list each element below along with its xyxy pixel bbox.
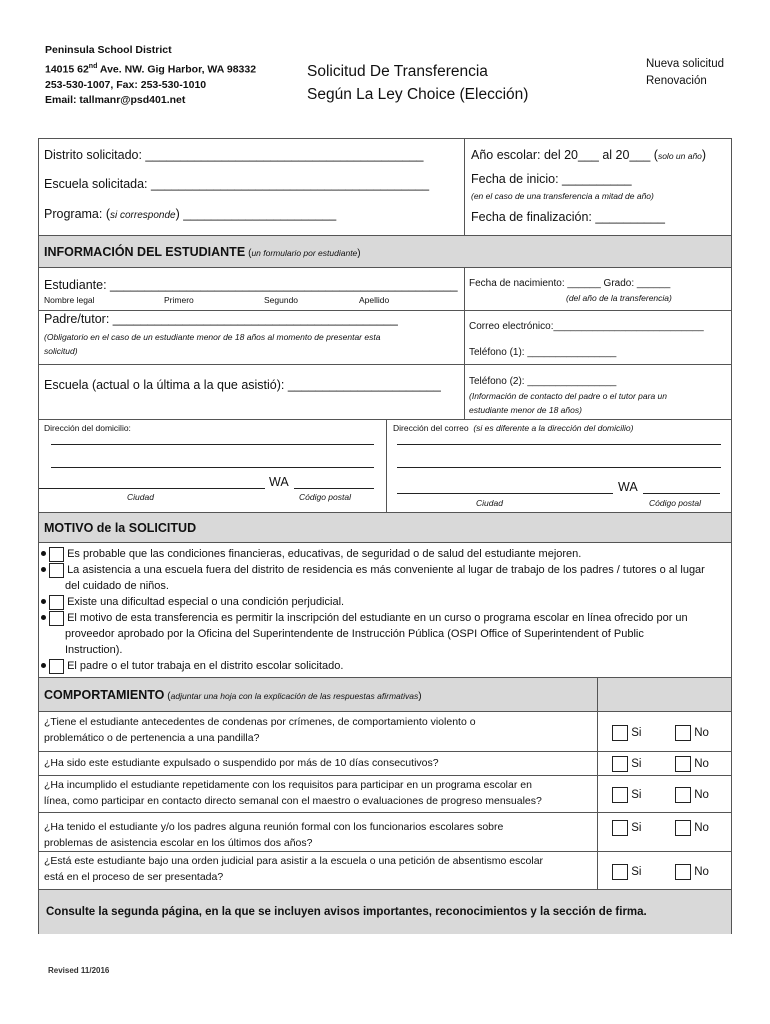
reason-checkbox[interactable] <box>49 563 64 578</box>
reason-checkbox[interactable] <box>49 547 64 562</box>
reasons-section-header: MOTIVO de la SOLICITUD <box>39 512 731 543</box>
start-date-note: (en el caso de una transferencia a mitad de año) <box>471 191 654 201</box>
start-date-field[interactable]: Fecha de inicio: __________ <box>471 172 632 186</box>
mail-address-line[interactable] <box>397 467 721 468</box>
behavior-question: ¿Ha tenido el estudiante y/o los padres alguna reunión formal con los funcionarios escolares sobre problemas de asistencia escolar en los últimos dos años? <box>44 821 504 849</box>
reason-item: La asistencia a una escuela fuera del distrito de residencia es más conveniente al lugar de trabajo de los padres / tutores o al lugar <box>49 562 705 578</box>
reason-item: El motivo de esta transferencia es permitir la inscripción del estudiante en un curso o programa escolar en línea ofrecido por un <box>49 610 688 626</box>
school-year-field[interactable]: Año escolar: del 20___ al 20___ (solo un año) <box>471 148 707 162</box>
behavior-question: ¿Ha sido este estudiante expulsado o suspendido por más de 10 días consecutivos? <box>44 757 439 769</box>
mail-address-label: Dirección del correo (si es diferente a la dirección del domicilio) <box>393 423 634 433</box>
notice-text: Consulte la segunda página, en la que se incluyen avisos importantes, reconocimientos y la sección de firma. <box>46 906 647 918</box>
home-city-line[interactable] <box>39 488 265 489</box>
new-request-option[interactable]: Nueva solicitud <box>646 58 724 70</box>
district-info <box>45 43 256 109</box>
reason-item: El padre o el tutor trabaja en el distrito escolar solicitado. <box>49 658 343 674</box>
no-checkbox[interactable] <box>675 820 691 836</box>
student-name-field[interactable]: Estudiante: __________________________________________________ <box>44 278 458 292</box>
divider <box>464 139 465 235</box>
yes-checkbox[interactable] <box>612 820 628 836</box>
grade-note: (del año de la transferencia) <box>566 293 672 303</box>
notice-banner <box>39 889 731 934</box>
yes-option[interactable]: Si <box>612 820 641 836</box>
no-checkbox[interactable] <box>675 787 691 803</box>
yes-option[interactable]: Si <box>612 864 641 880</box>
request-type <box>646 56 724 90</box>
behavior-question: ¿Ha incumplido el estudiante repetidamente con los requisitos para participar en un programa escolar en línea, como participar en contacto directo semanal con el maestro o evaluaciones de progreso mensuales? <box>44 779 542 807</box>
end-date-field[interactable]: Fecha de finalización: __________ <box>471 210 665 224</box>
behavior-section-header: COMPORTAMIENTO (adjuntar una hoja con la explicación de las respuestas afirmativas) <box>39 677 731 712</box>
yes-checkbox[interactable] <box>612 864 628 880</box>
divider <box>386 419 387 512</box>
yes-checkbox[interactable] <box>612 787 628 803</box>
school-attended-field[interactable]: Escuela (actual o la última a la que asistió): ______________________ <box>44 378 441 392</box>
parent-field[interactable]: Padre/tutor: _________________________________________ <box>44 312 398 326</box>
no-option[interactable]: No <box>675 787 709 803</box>
reason-item: Existe una dificultad especial o una condición perjudicial. <box>49 594 344 610</box>
home-zip-line[interactable] <box>294 488 374 489</box>
transfer-form: Distrito solicitado: ________________________________________ Escuela solicitada: ________________________________________ Programa: (si corresponde) ______________________ Año escolar: del 20___ al 20___ (solo un año) Fecha de inicio: __________ (en el caso de una transferencia a mitad de año) Fecha de finalización: __________ INFORMACIÓN DEL ESTUDIANTE (un formulario por estudiante) Estudiante: __________________________________________________ Nombre legal Primero Segundo Apellido Fecha de nacimiento: ______ Grado: ______ (del año de la transferencia) Padre/tutor: _________________________________________ (Obligatorio en el caso de un estudiante menor de 18 años al momento de presentar esta solicitud) Correo electrónico:___________________________ Teléfono (1): ________________ Escuela (actual o la última a la que asistió): ______________________ Teléfono (2): ________________ (Información de contacto del padre o el tutor para un estudiante menor de 18 años) Dirección del domicilio: WA Ciudad Código postal Dirección del correo (si es diferente a la dirección del domicilio) WA Ciudad Código postal MOTIVO de la SOLICITUD Es probable que las condiciones financieras, educativas, de seguridad o de salud del estudiante mejoren. La asistencia a una escuela fuera del distrito de residencia es más conveniente al lugar de trabajo de los padres / tutores o al lugar del cuidado de niños. Existe una dificultad especial o una condición perjudicial. El motivo de esta transferencia es permitir la inscripción del estudiante en un curso o programa escolar en línea ofrecido por un proveedor aprobado por la Oficina del Superintendente de Instrucción Pública (OSPI Office of Superintendent of Public Instruction). El padre o el tutor trabaja en el distrito escolar solicitado. COMPORTAMIENTO (adjuntar una hoja con la explicación de las respuestas afirmativas) ¿Tiene el estudiante antecedentes de condenas por crímenes, de comportamiento violento o problemático o de pertenencia a una pandilla? Si No ¿Ha sido este estudiante expulsado o suspendido por más de 10 días consecutivos? Si No ¿Ha incumplido el estudiante repetidamente con los requisitos para participar en un programa escolar en línea, como participar en contacto directo semanal con el maestro o evaluaciones de progreso mensuales? Si No ¿Ha tenido el estudiante y/o los padres alguna reunión formal con los funcionarios escolares sobre problemas de asistencia escolar en los últimos dos años? Si No ¿Está este estudiante bajo una orden judicial para asistir a la escuela o una petición de absentismo escolar está en el proceso de ser presentada? Si No Consulte la segunda página, en la que se incluyen avisos importantes, reconocimientos y la sección de firma. <box>38 138 732 934</box>
reason-item: Es probable que las condiciones financieras, educativas, de seguridad o de salud del estudiante mejoren. <box>49 546 581 562</box>
yes-checkbox[interactable] <box>612 725 628 741</box>
yes-checkbox[interactable] <box>612 756 628 772</box>
reason-checkbox[interactable] <box>49 611 64 626</box>
behavior-question: ¿Tiene el estudiante antecedentes de condenas por crímenes, de comportamiento violento o problemático o de pertenencia a una pandilla? <box>44 716 476 744</box>
no-option[interactable]: No <box>675 756 709 772</box>
student-section-header: INFORMACIÓN DEL ESTUDIANTE (un formulario por estudiante) <box>39 235 731 268</box>
divider <box>464 267 465 419</box>
mail-zip-line[interactable] <box>643 493 720 494</box>
no-checkbox[interactable] <box>675 725 691 741</box>
reason-checkbox[interactable] <box>49 595 64 610</box>
behavior-question: ¿Está este estudiante bajo una orden judicial para asistir a la escuela o una petición de absentismo escolar está en el proceso de ser presentada? <box>44 855 544 883</box>
email-field[interactable]: Correo electrónico:___________________________ <box>469 321 704 332</box>
mail-city-line[interactable] <box>397 493 613 494</box>
district-email: Email: tallmanr@psd401.net <box>45 94 186 106</box>
district-requested-field[interactable]: Distrito solicitado: ________________________________________ <box>44 148 424 162</box>
program-field[interactable]: Programa: (si corresponde) ______________________ <box>44 207 337 221</box>
no-option[interactable]: No <box>675 725 709 741</box>
phone1-field[interactable]: Teléfono (1): ________________ <box>469 347 617 358</box>
yes-option[interactable]: Si <box>612 725 641 741</box>
yes-option[interactable]: Si <box>612 756 641 772</box>
home-address-label: Dirección del domicilio: <box>44 423 131 433</box>
yes-option[interactable]: Si <box>612 787 641 803</box>
reason-checkbox[interactable] <box>49 659 64 674</box>
district-name: Peninsula School District <box>45 44 172 56</box>
no-option[interactable]: No <box>675 820 709 836</box>
no-checkbox[interactable] <box>675 864 691 880</box>
home-address-line[interactable] <box>51 444 374 445</box>
divider <box>597 677 598 889</box>
district-phone: 253-530-1007, Fax: 253-530-1010 <box>45 78 207 91</box>
form-title: Solicitud De Transferencia Según La Ley Choice (Elección) <box>307 63 529 103</box>
reason-continuation: del cuidado de niños. <box>65 580 169 592</box>
district-address: 14015 62nd Ave. NW. Gig Harbor, WA 98332 <box>45 62 257 75</box>
dob-grade-field[interactable]: Fecha de nacimiento: ______ Grado: ______ <box>469 278 671 289</box>
reason-continuation: Instruction). <box>65 644 123 656</box>
revision-note: Revised 11/2016 <box>48 966 110 975</box>
school-requested-field[interactable]: Escuela solicitada: ________________________________________ <box>44 177 430 191</box>
no-checkbox[interactable] <box>675 756 691 772</box>
phone2-field[interactable]: Teléfono (2): ________________ <box>469 376 617 387</box>
mail-address-line[interactable] <box>397 444 721 445</box>
renewal-option[interactable]: Renovación <box>646 75 707 87</box>
reason-continuation: proveedor aprobado por la Oficina del Superintendente de Instrucción Pública (OSPI Office of Superintendent of Public <box>65 628 644 640</box>
no-option[interactable]: No <box>675 864 709 880</box>
home-address-line[interactable] <box>51 467 374 468</box>
